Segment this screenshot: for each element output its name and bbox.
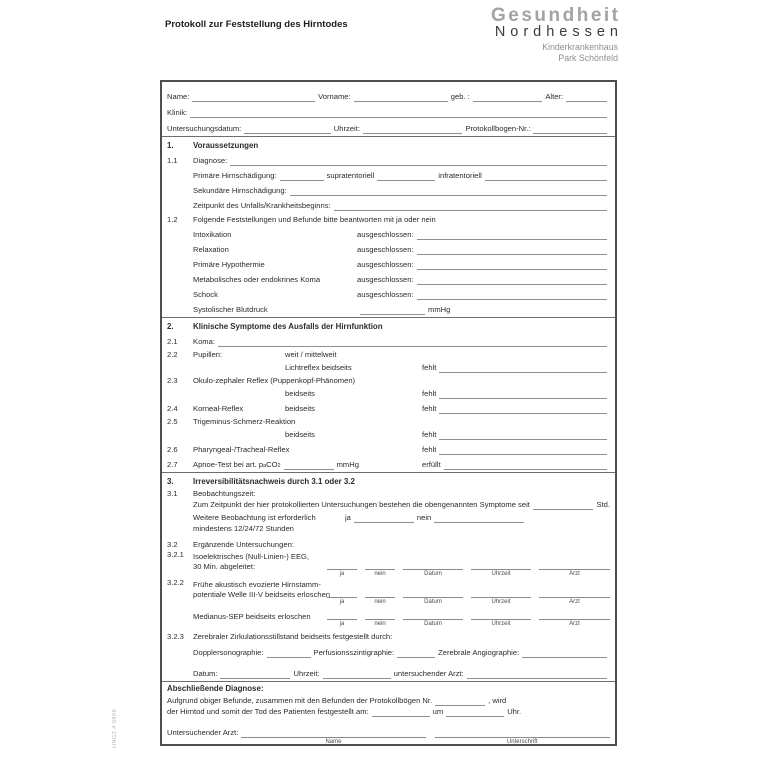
nein-field-line [434,520,524,523]
okulo-field-line [439,396,607,399]
untersuchender-arzt-label: untersuchender Arzt: [393,669,464,678]
fehlt-label: fehlt [422,363,437,372]
medianus-row [167,606,610,628]
primaere-label: Primäre Hirnschädigung: [193,171,277,180]
uhrzeit-field-line [323,676,391,679]
trigeminus-field-line [439,437,607,440]
infratentoriell-label: infratentoriell [438,171,482,180]
arzt-label: Arzt [569,571,580,577]
zeitpunkt-label: Zeitpunkt des Unfalls/Krankheitsbeginns: [193,201,331,210]
vorname-field-line [354,99,448,102]
nein-label: nein [374,599,386,605]
mindestens-text: mindestens 12/24/72 Stunden [193,524,294,533]
erfuellt-label: erfüllt [422,460,441,469]
item-number: 2.7 [167,460,178,469]
apnoe-subscript-a: a [263,463,267,469]
primaere-field-line [280,178,324,181]
item-number: 3.2.1 [167,550,184,559]
uhrzeit-field-line [363,131,462,134]
pharyngeal-label: Pharyngeal-/Tracheal-Reflex [193,445,290,454]
vorname-label: Vorname: [318,92,351,101]
weitere-beobachtung-label: Weitere Beobachtung ist erforderlich [193,513,316,522]
hypothermie-field-line [417,267,607,270]
weit-mittelweit-label: weit / mittelweit [285,350,337,359]
final-line1-suffix: , wird [488,695,507,705]
festgestellt-am-field-line [372,714,430,717]
supratentoriell-label: supratentoriell [326,171,375,180]
faep-label-line2: potentiale Welle III-V beidseits erloschen [193,590,331,599]
hypothermie-label: Primäre Hypothermie [193,260,265,269]
datum-field-line [220,676,290,679]
section3-heading [167,473,610,487]
koma-label: Koma: [193,337,215,346]
item-number: 2.6 [167,445,178,454]
untersuchungsdatum-label: Untersuchungsdatum: [167,124,242,133]
lichtreflex-field-line [439,370,607,373]
final-diagnose-title: Abschließende Diagnose: [167,684,264,693]
mindestens-row [167,523,610,534]
zeitpunkt-row [167,196,610,211]
perfusion-label: Perfusionsszintigraphie: [313,648,395,657]
trigeminus-row-a [167,414,610,427]
intoxikation-label: Intoxikation [193,230,232,239]
lichtreflex-label: Lichtreflex beidseits [285,363,352,372]
diagnose-label: Diagnose: [193,156,228,165]
separator [162,681,615,682]
pupillen-row-b [167,360,610,373]
medianus-label: Medianus-SEP beidseits erloschen [193,612,311,621]
section3-title: Irreversibilitätsnachweis durch 3.1 oder 3.2 [193,477,355,486]
eeg-row [167,550,610,578]
ja-field-line [354,520,414,523]
uhrzeit-label: Uhrzeit [491,599,511,605]
faep-label-line1: Frühe akustisch evozierte Hirnstamm- [193,580,321,589]
item-number: 2.4 [167,404,178,413]
angiographie-label: Zerebrale Angiographie: [438,648,520,657]
klinik-field-line [190,115,607,118]
faep-signature-group [327,595,610,606]
korneal-field-line [439,411,607,414]
protokollbogen-nr-label: Protokollbogen-Nr.: [465,124,531,133]
beidseits-label: beidseits [285,389,315,398]
apnoe-subscript-2: 2 [277,463,281,469]
doppler-field-line [267,655,311,658]
relaxation-field-line [417,252,607,255]
diagnose-row [167,151,610,166]
untersuchender-arzt-field-line [467,676,607,679]
koma-metabolisch-field-line [417,282,607,285]
beidseits-label: beidseits [285,404,315,413]
std-label: Std. [596,500,610,509]
form-code: HNG2 # 0909 [112,708,118,748]
section3-number: 3. [167,477,174,486]
nein-label: nein [374,571,386,577]
feststellungen-row [167,211,610,225]
feststellungen-text: Folgende Feststellungen und Befunde bitte beantworten mit ja oder nein [193,215,436,224]
exam-row [167,118,610,134]
ja-label: ja [339,571,345,577]
item-number: 2.3 [167,376,178,385]
final-line2-text: der Hirntod und somit der Tod des Patienten festgestellt am: [167,706,369,716]
symptome-seit-field-line [533,507,594,510]
sekundaere-field-line [290,193,607,196]
nein-label: nein [416,513,432,522]
section2-number: 2. [167,322,174,331]
intoxikation-row [167,225,610,240]
um-field-line [446,714,504,717]
logo [490,5,623,63]
okulo-row-a [167,373,610,386]
doppler-label: Dopplersonographie: [193,648,264,657]
section2-title: Klinische Symptome des Ausfalls der Hirnfunktion [193,322,383,331]
ja-label: ja [339,599,345,605]
pupillen-label: Pupillen: [193,350,223,359]
medianus-signature-group [327,617,610,628]
koma-metabolisch-label: Metabolisches oder endokrines Koma [193,275,321,284]
untersuchungsdatum-field-line [244,131,331,134]
ausgeschlossen-label: ausgeschlossen: [357,275,414,284]
final-line1 [167,695,610,706]
zeitpunkt-field-line [334,208,607,211]
koma-metabolisch-row [167,270,610,285]
section2-heading [167,318,610,332]
item-number: 2.1 [167,337,178,346]
infratentoriell-field-line [485,178,607,181]
datum-uhrzeit-arzt-row [167,658,610,679]
blutdruck-row [167,300,610,315]
korneal-label: Korneal-Reflex [193,404,244,413]
eeg-label-line2: 30 Min. abgeleitet: [193,562,256,571]
item-number: 3.1 [167,489,178,498]
fehlt-label: fehlt [422,430,437,439]
uhrzeit-label: Uhrzeit [491,621,511,627]
zirkulation-label: Zerebraler Zirkulationsstillstand beidseits festgestellt durch: [193,632,393,641]
form-box [160,80,617,746]
unterschrift-caption: Unterschrift [506,738,538,745]
alter-field-line [566,99,607,102]
item-number: 2.2 [167,350,178,359]
korneal-row [167,399,610,414]
beobachtungszeit-label: Beobachtungszeit: [193,489,256,498]
pharyngeal-field-line [439,452,607,455]
item-number: 3.2.2 [167,578,184,587]
eeg-label-line1: Isoelektrisches (Null-Linien-) EEG, [193,552,310,561]
name-field-line [192,99,315,102]
zirkulation-row [167,628,610,642]
patient-row [167,85,610,102]
weitere-beobachtung-row [167,510,610,523]
faep-row [167,578,610,606]
klinik-row [167,102,610,118]
logo-kinderkrankenhaus: Kinderkrankenhaus [542,42,618,52]
sekundaere-row [167,181,610,196]
pharyngeal-row [167,440,610,455]
mmhg-label: mmHg [336,460,359,469]
logo-park-schoenfeld: Park Schönfeld [558,52,618,63]
datum-label: Datum [424,599,442,605]
protokollboegen-nr-field-line [435,703,485,706]
apnoe-co-label: CO [266,460,278,469]
apnoe-erfuellt-field-line [444,467,607,470]
perfusion-field-line [397,655,435,658]
apnoe-label: Apnoe-Test bei art. p [193,460,264,469]
ausgeschlossen-label: ausgeschlossen: [357,230,414,239]
ausgeschlossen-label: ausgeschlossen: [357,260,414,269]
primaere-row [167,166,610,181]
schock-field-line [417,297,607,300]
uhrzeit-label: Uhrzeit [491,571,511,577]
logo-gesundheit: Gesundheit [490,5,621,26]
beobachtungszeit-row [167,487,610,499]
ergaenzende-row [167,534,610,550]
item-number: 1.2 [167,215,178,224]
item-number: 1.1 [167,156,178,165]
name-caption: Name [325,738,342,745]
section1-heading [167,137,610,151]
alter-label: Alter: [545,92,564,101]
name-label: Name: [167,92,190,101]
nein-label: nein [374,621,386,627]
datum-label: Datum [424,571,442,577]
schock-label: Schock [193,290,218,299]
uhrzeit-label: Uhrzeit: [333,124,360,133]
arzt-label: Arzt [569,621,580,627]
angiographie-field-line [522,655,607,658]
ja-label: ja [345,513,351,522]
pupillen-row-a [167,347,610,360]
ja-label: ja [339,621,345,627]
schock-row [167,285,610,300]
beidseits-label: beidseits [285,430,315,439]
okulo-row-b [167,386,610,399]
item-number: 2.5 [167,417,178,426]
hypothermie-row [167,255,610,270]
symptome-seit-row [167,499,610,510]
symptome-seit-text: Zum Zeitpunkt der hier protokollierten Untersuchungen bestehen die obengenannten Symptome seit [193,500,530,509]
ausgeschlossen-label: ausgeschlossen: [357,290,414,299]
arzt-label: Arzt [569,599,580,605]
diagnose-field-line [230,163,607,166]
mmhg-label: mmHg [428,305,451,314]
apnoe-field-line [284,467,334,470]
page-title: Protokoll zur Feststellung des Hirntodes [165,19,348,30]
final-arzt-row [167,726,610,746]
datum-label: Datum [424,621,442,627]
uhrzeit-label: Uhrzeit: [293,669,320,678]
klinik-label: Klinik: [167,108,188,117]
koma-row [167,332,610,347]
relaxation-row [167,240,610,255]
trigeminus-row-b [167,427,610,440]
section1-number: 1. [167,141,174,150]
apnoe-row [167,455,610,470]
logo-nordhessen: Nordhessen [494,24,623,40]
item-number: 3.2 [167,540,178,549]
trigeminus-label: Trigeminus-Schmerz-Reaktion [193,417,296,426]
ausgeschlossen-label: ausgeschlossen: [357,245,414,254]
angiographie-row [167,642,610,658]
fehlt-label: fehlt [422,404,437,413]
final-untersuchender-arzt-label: Untersuchender Arzt: [167,727,239,737]
koma-field-line [218,344,607,347]
section1-title: Voraussetzungen [193,141,259,150]
datum-label: Datum: [193,669,218,678]
um-label: um [432,706,444,716]
item-number: 3.2.3 [167,632,184,641]
eeg-signature-group [327,567,610,578]
blutdruck-field-line [360,312,425,315]
blutdruck-label: Systolischer Blutdruck [193,305,268,314]
geb-field-line [473,99,543,102]
relaxation-label: Relaxation [193,245,229,254]
final-line1-text: Aufgrund obiger Befunde, zusammen mit den Befunden der Protokollbögen Nr. [167,695,433,705]
okulo-label: Okulo-zephaler Reflex (Puppenkopf-Phänomen) [193,376,356,385]
fehlt-label: fehlt [422,389,437,398]
protokollbogen-nr-field-line [533,131,607,134]
sekundaere-label: Sekundäre Hirnschädigung: [193,186,287,195]
supratentoriell-field-line [377,178,435,181]
geb-label: geb. : [450,92,470,101]
final-line2 [167,706,610,717]
ergaenzende-label: Ergänzende Untersuchungen: [193,540,294,549]
intoxikation-field-line [417,237,607,240]
uhr-label: Uhr. [507,706,522,716]
fehlt-label: fehlt [422,445,437,454]
